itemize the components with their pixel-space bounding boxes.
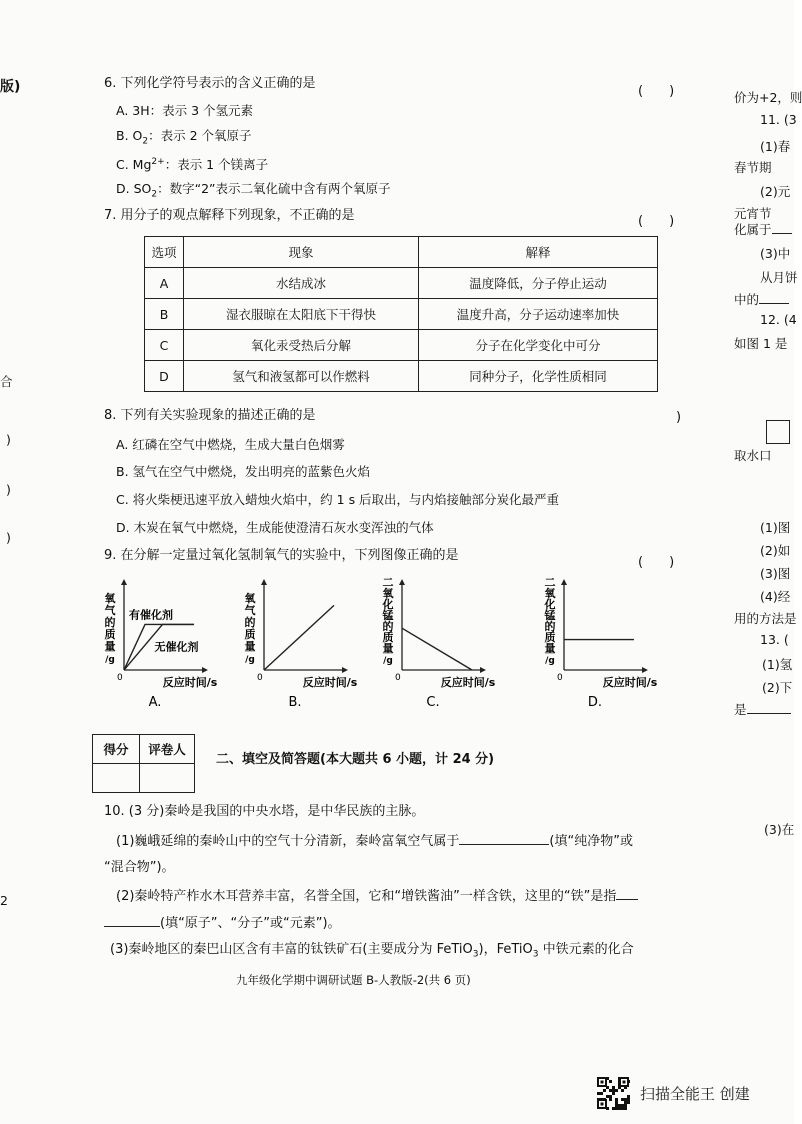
q6-option-d: D. $SO_2$：数字“2”表示二氧化硫中含有两个氧原子 <box>116 181 391 200</box>
table-cell: D <box>145 361 184 392</box>
series-line <box>264 605 334 670</box>
qr-module <box>621 1089 624 1092</box>
y-axis-label: 的 <box>382 620 394 633</box>
y-axis-label: 氧 <box>244 592 256 605</box>
table-header: 解释 <box>419 237 658 268</box>
table-cell: 分子在化学变化中可分 <box>419 330 658 361</box>
qr-module <box>627 1101 630 1104</box>
table-cell: A <box>145 268 184 299</box>
y-axis-label: 气 <box>244 604 256 617</box>
q8-option-b: B. 氢气在空气中燃烧，发出明亮的蓝紫色火焰 <box>116 464 371 479</box>
q10-part2: (2)秦岭特产柞水木耳营养丰富，名誉全国，它和“增铁酱油”一样含铁，这里的“铁”是指 <box>116 887 638 905</box>
score-cell <box>93 764 140 793</box>
y-axis-label: /g <box>105 655 115 665</box>
right-fragment: (3)图 <box>760 566 791 581</box>
origin-label: 0 <box>395 673 401 683</box>
qr-module <box>621 1098 624 1101</box>
qr-module <box>627 1095 630 1098</box>
q10-part1: (1)巍峨延绵的秦岭山中的空气十分清新，秦岭富氧空气属于 (填“纯净物”或 <box>116 834 633 849</box>
qr-code-icon <box>596 1076 630 1110</box>
q8-stem: 8. 下列有关实验现象的描述正确的是 <box>104 408 316 423</box>
qr-module <box>612 1086 615 1089</box>
scanner-watermark: 扫描全能王 创建 <box>640 1085 750 1103</box>
y-axis-label: 二 <box>382 576 394 589</box>
x-axis-label: 反应时间/s <box>440 676 496 689</box>
right-fragment: 11. (3 <box>760 112 797 127</box>
right-fragment: 13. ( <box>760 632 789 647</box>
q6-option-a: A. 3H：表示 3 个氢元素 <box>116 103 254 118</box>
table-row <box>145 361 658 392</box>
table-header: 现象 <box>184 237 419 268</box>
q6-answer-paren: ( ) <box>638 84 675 99</box>
q10-part3: (3)秦岭地区的秦巴山区含有丰富的钛铁矿石(主要成分为 FeTiO$_3$)，FeTiO$_3$ 中铁元素的化合 <box>110 942 634 960</box>
x-axis-label: 反应时间/s <box>162 676 218 689</box>
origin-label: 0 <box>257 673 263 683</box>
qr-module <box>603 1089 606 1092</box>
y-axis-label: 质 <box>244 628 256 641</box>
left-fragment: 版) <box>0 79 21 95</box>
y-axis-label: 氧 <box>544 587 556 600</box>
qr-finder-core <box>623 1081 626 1084</box>
x-axis-arrow <box>202 667 208 673</box>
y-axis-label: 氧 <box>382 587 394 600</box>
left-fragment: 2 <box>0 893 8 908</box>
q7-stem: 7. 用分子的观点解释下列现象，不正确的是 <box>104 208 355 223</box>
q9-answer-paren: ( ) <box>638 555 675 570</box>
right-fragment: 从月饼 <box>760 270 798 285</box>
q6-option-c: C. $Mg^{2+}$：表示 1 个镁离子 <box>116 157 269 173</box>
q9-graphs <box>100 576 660 716</box>
qr-module <box>618 1107 621 1110</box>
q7-table <box>144 236 658 392</box>
series-name-label: 无催化剂 <box>154 640 199 654</box>
right-fragment: (1)氢 <box>762 657 793 672</box>
series-line <box>402 628 472 670</box>
right-fragment: 取水口 <box>734 448 772 463</box>
y-axis-label: 量 <box>104 640 116 653</box>
qr-module <box>609 1080 612 1083</box>
right-fragment: 是 <box>734 700 791 718</box>
table-row <box>145 299 658 330</box>
q8-answer-paren: ) <box>676 410 682 425</box>
left-fragment: ) <box>6 482 11 497</box>
y-axis-arrow <box>261 579 267 585</box>
y-axis-label: /g <box>245 655 255 665</box>
y-axis-label: 的 <box>104 616 116 629</box>
qr-finder-core <box>601 1103 604 1106</box>
y-axis-arrow <box>399 579 405 585</box>
qr-module <box>612 1089 615 1092</box>
q10-part1-cont: “混合物”)。 <box>104 860 175 875</box>
graph-letter: A. <box>148 695 162 710</box>
right-fragment: (3)在 <box>764 822 795 837</box>
y-axis-label: 锰 <box>544 609 556 622</box>
qr-module <box>624 1104 627 1107</box>
q8-option-c: C. 将火柴梗迅速平放入蜡烛火焰中，约 1 s 后取出，与内焰接触部分炭化最严重 <box>116 492 560 507</box>
answer-blank[interactable] <box>459 832 549 845</box>
left-fragment: ) <box>6 432 11 447</box>
y-axis-label: 质 <box>382 631 394 644</box>
qr-module <box>624 1101 627 1104</box>
q8-option-a: A. 红磷在空气中燃烧，生成大量白色烟雾 <box>116 437 345 452</box>
y-axis-label: 量 <box>244 640 256 653</box>
score-header: 得分 <box>93 735 140 764</box>
answer-blank[interactable] <box>104 914 160 927</box>
table-header: 选项 <box>145 237 184 268</box>
y-axis-label: 量 <box>544 642 556 655</box>
score-box <box>92 734 195 793</box>
grader-header: 评卷人 <box>140 735 195 764</box>
origin-label: 0 <box>117 673 123 683</box>
qr-module <box>609 1089 612 1092</box>
qr-module <box>609 1095 612 1098</box>
diagram-box <box>766 420 790 444</box>
table-cell: 水结成冰 <box>184 268 419 299</box>
right-fragment: (3)中 <box>760 246 791 261</box>
right-fragment: (1)图 <box>760 520 791 535</box>
table-cell: 温度升高，分子运动速率加快 <box>419 299 658 330</box>
q8-option-d: D. 木炭在氧气中燃烧，生成能使澄清石灰水变浑浊的气体 <box>116 520 434 535</box>
qr-module <box>627 1098 630 1101</box>
q7-answer-paren: ( ) <box>638 214 675 229</box>
right-fragment: (1)春 <box>760 139 791 154</box>
graph-letter: B. <box>288 695 302 710</box>
y-axis-label: 化 <box>382 598 394 611</box>
x-axis-arrow <box>642 667 648 673</box>
qr-module <box>615 1101 618 1104</box>
q10-stem: 10. (3 分)秦岭是我国的中央水塔，是中华民族的主脉。 <box>104 804 425 819</box>
table-row <box>145 268 658 299</box>
qr-module <box>621 1104 624 1107</box>
graph-letter: C. <box>426 695 440 710</box>
y-axis-arrow <box>561 579 567 585</box>
right-fragment: (2)元 <box>760 184 791 199</box>
table-cell: 湿衣服晾在太阳底下干得快 <box>184 299 419 330</box>
series-name-label: 有催化剂 <box>129 608 173 622</box>
right-fragment: 12. (4 <box>760 312 797 327</box>
page-footer: 九年级化学期中调研试题 B-人教版-2(共 6 页) <box>236 973 471 987</box>
right-fragment: (4)经 <box>760 589 791 604</box>
x-axis-label: 反应时间/s <box>602 676 658 689</box>
qr-module <box>612 1092 615 1095</box>
answer-blank[interactable] <box>616 887 638 900</box>
qr-module <box>621 1107 624 1110</box>
qr-module <box>615 1098 618 1101</box>
y-axis-label: 化 <box>544 598 556 611</box>
qr-module <box>612 1107 615 1110</box>
qr-finder-core <box>601 1081 604 1084</box>
left-fragment: 合 <box>0 374 13 389</box>
table-cell: 氢气和液氢都可以作燃料 <box>184 361 419 392</box>
right-fragment: 中的 <box>734 290 789 308</box>
y-axis-label: 质 <box>104 628 116 641</box>
qr-module <box>606 1095 609 1098</box>
qr-module <box>597 1092 600 1095</box>
table-row <box>145 330 658 361</box>
table-cell: 同种分子，化学性质相同 <box>419 361 658 392</box>
q6-stem: 6. 下列化学符号表示的含义正确的是 <box>104 76 316 91</box>
table-cell: 温度降低，分子停止运动 <box>419 268 658 299</box>
y-axis-label: 质 <box>544 631 556 644</box>
right-fragment: (2)如 <box>760 543 791 558</box>
graph-letter: D. <box>587 695 603 710</box>
q9-stem: 9. 在分解一定量过氧化氢制氧气的实验中，下列图像正确的是 <box>104 548 459 563</box>
qr-module <box>609 1098 612 1101</box>
right-fragment: 元宵节 <box>734 206 772 221</box>
qr-module <box>600 1092 603 1095</box>
table-cell: 氧化汞受热后分解 <box>184 330 419 361</box>
y-axis-label: /g <box>545 656 555 666</box>
origin-label: 0 <box>557 673 563 683</box>
y-axis-label: 氧 <box>104 592 116 605</box>
q10-part2-cont: (填“原子”、“分子”或“元素”)。 <box>104 914 341 932</box>
x-axis-arrow <box>342 667 348 673</box>
qr-module <box>624 1107 627 1110</box>
y-axis-label: /g <box>383 656 393 666</box>
right-fragment: 如图 1 是 <box>734 336 788 351</box>
y-axis-label: 气 <box>104 604 116 617</box>
table-cell: B <box>145 299 184 330</box>
y-axis-label: 的 <box>244 616 256 629</box>
section2-title: 二、填空及简答题(本大题共 6 小题，计 24 分) <box>216 752 495 767</box>
table-cell: C <box>145 330 184 361</box>
x-axis-arrow <box>480 667 486 673</box>
y-axis-label: 量 <box>382 642 394 655</box>
y-axis-label: 锰 <box>382 609 394 622</box>
q6-option-b: B. $O_2$：表示 2 个氧原子 <box>116 128 252 147</box>
right-fragment: 化属于 <box>734 220 792 238</box>
y-axis-arrow <box>121 579 127 585</box>
right-fragment: 春节期 <box>734 160 772 175</box>
qr-module <box>615 1089 618 1092</box>
x-axis-label: 反应时间/s <box>302 676 358 689</box>
qr-module <box>615 1104 618 1107</box>
qr-module <box>618 1104 621 1107</box>
y-axis-label: 二 <box>544 576 556 589</box>
right-fragment: 用的方法是 <box>734 611 797 626</box>
table-header-row <box>145 237 658 268</box>
qr-module <box>615 1107 618 1110</box>
left-fragment: ) <box>6 530 11 545</box>
qr-module <box>624 1098 627 1101</box>
grader-cell <box>140 764 195 793</box>
right-fragment: 价为+2，则 <box>734 90 802 105</box>
right-fragment: (2)下 <box>762 680 793 695</box>
y-axis-label: 的 <box>544 620 556 633</box>
